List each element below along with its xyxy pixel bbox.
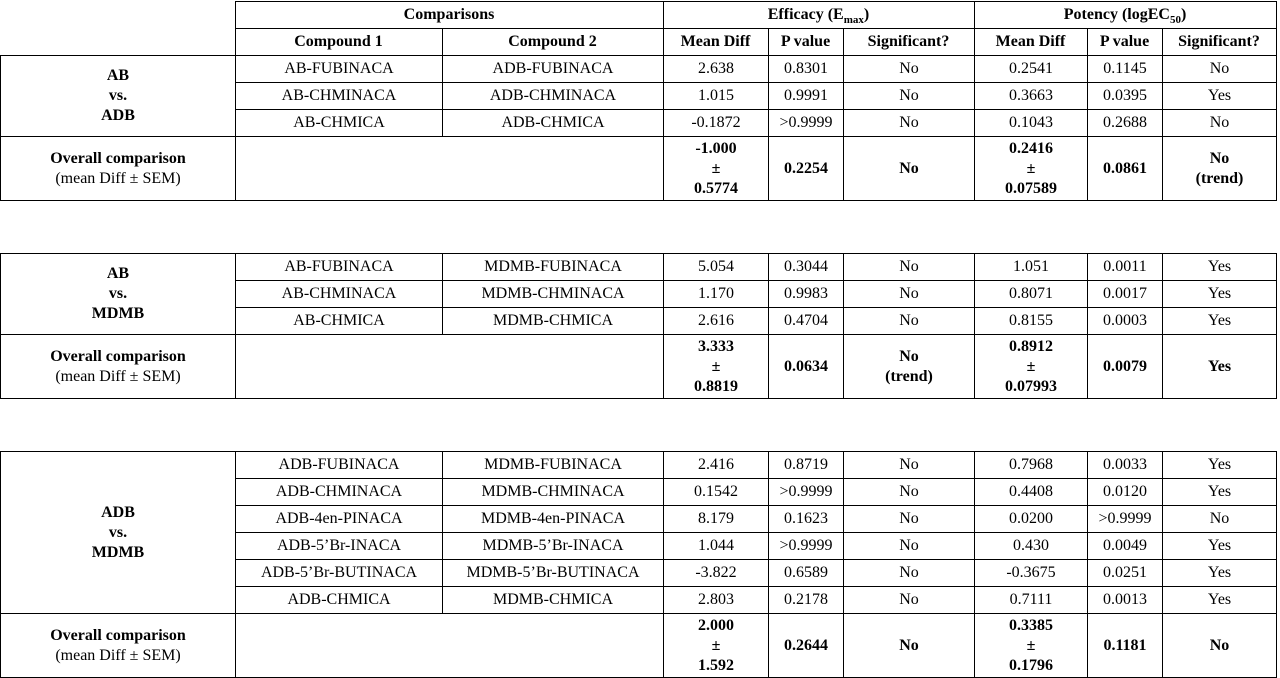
group-table (0, 55, 1277, 201)
header-pot-mean-diff: Mean Diff (974, 29, 1087, 56)
pot-significant-cell: No (1163, 506, 1277, 533)
overall-eff-mean-diff: 3.333 ± 0.8819 (664, 335, 769, 399)
eff-significant-cell: No (844, 560, 975, 587)
pot-mean-diff-cell: 0.2541 (975, 56, 1088, 83)
compound1-cell: ADB-FUBINACA (236, 452, 443, 479)
eff-significant-cell: No (844, 506, 975, 533)
eff-mean-diff-cell: 5.054 (664, 254, 769, 281)
eff-significant-cell: No (844, 56, 975, 83)
overall-pot-mean-diff: 0.8912 ± 0.07993 (975, 335, 1088, 399)
pot-p-value-cell: 0.0013 (1088, 587, 1163, 614)
pot-significant-cell: Yes (1163, 83, 1277, 110)
overall-eff-significant: No (844, 137, 975, 201)
eff-p-value-cell: 0.9983 (769, 281, 844, 308)
header-comparisons: Comparisons (235, 2, 663, 29)
eff-mean-diff-cell: 1.170 (664, 281, 769, 308)
compound2-cell: ADB-CHMINACA (443, 83, 664, 110)
overall-eff-significant: No (844, 614, 975, 678)
compound1-cell: AB-FUBINACA (236, 254, 443, 281)
overall-eff-mean-diff: -1.000 ± 0.5774 (664, 137, 769, 201)
header-compound1: Compound 1 (235, 29, 442, 56)
eff-significant-cell: No (844, 533, 975, 560)
pot-mean-diff-cell: 1.051 (975, 254, 1088, 281)
compound2-cell: ADB-FUBINACA (443, 56, 664, 83)
compound2-cell: MDMB-CHMINACA (443, 281, 664, 308)
pot-mean-diff-cell: 0.1043 (975, 110, 1088, 137)
group-label: ADB vs. MDMB (1, 452, 236, 614)
overall-row (1, 614, 1277, 678)
eff-significant-cell: No (844, 110, 975, 137)
pot-significant-cell: Yes (1163, 254, 1277, 281)
eff-significant-cell: No (844, 281, 975, 308)
compound1-cell: ADB-5’Br-INACA (236, 533, 443, 560)
group-label: AB vs. MDMB (1, 254, 236, 335)
compound2-cell: MDMB-FUBINACA (443, 254, 664, 281)
overall-pot-mean-diff: 0.3385 ± 0.1796 (975, 614, 1088, 678)
pot-p-value-cell: 0.0049 (1088, 533, 1163, 560)
overall-pot-p-value: 0.0079 (1088, 335, 1163, 399)
pot-p-value-cell: 0.2688 (1088, 110, 1163, 137)
eff-significant-cell: No (844, 308, 975, 335)
header-eff-p-value: P value (768, 29, 843, 56)
overall-pot-significant: No (trend) (1163, 137, 1277, 201)
table-row (1, 56, 1277, 83)
overall-empty-cell (236, 137, 664, 201)
pot-p-value-cell: 0.0120 (1088, 479, 1163, 506)
pot-mean-diff-cell: 0.8071 (975, 281, 1088, 308)
pot-mean-diff-cell: 0.0200 (975, 506, 1088, 533)
header-compound2: Compound 2 (442, 29, 663, 56)
overall-empty-cell (236, 614, 664, 678)
header-pot-p-value: P value (1087, 29, 1162, 56)
header-eff-significant: Significant? (843, 29, 974, 56)
pot-significant-cell: Yes (1163, 560, 1277, 587)
group-table (0, 253, 1277, 399)
eff-p-value-cell: 0.4704 (769, 308, 844, 335)
overall-pot-p-value: 0.0861 (1088, 137, 1163, 201)
pot-p-value-cell: 0.0017 (1088, 281, 1163, 308)
pot-significant-cell: Yes (1163, 452, 1277, 479)
overall-eff-p-value: 0.0634 (769, 335, 844, 399)
pot-p-value-cell: 0.0033 (1088, 452, 1163, 479)
pot-p-value-cell: >0.9999 (1088, 506, 1163, 533)
pot-mean-diff-cell: 0.8155 (975, 308, 1088, 335)
pot-mean-diff-cell: 0.4408 (975, 479, 1088, 506)
pot-significant-cell: Yes (1163, 479, 1277, 506)
pot-significant-cell: No (1163, 56, 1277, 83)
eff-mean-diff-cell: 0.1542 (664, 479, 769, 506)
eff-mean-diff-cell: 1.044 (664, 533, 769, 560)
eff-p-value-cell: 0.1623 (769, 506, 844, 533)
overall-row (1, 137, 1277, 201)
pot-significant-cell: Yes (1163, 281, 1277, 308)
header-potency: Potency (logEC$_{50}$) (974, 2, 1276, 29)
pot-mean-diff-cell: 0.7968 (975, 452, 1088, 479)
compound1-cell: AB-CHMINACA (236, 281, 443, 308)
overall-pot-significant: No (1163, 614, 1277, 678)
overall-pot-mean-diff: 0.2416 ± 0.07589 (975, 137, 1088, 201)
compound1-cell: ADB-5’Br-BUTINACA (236, 560, 443, 587)
pot-significant-cell: Yes (1163, 587, 1277, 614)
overall-eff-mean-diff: 2.000 ± 1.592 (664, 614, 769, 678)
eff-mean-diff-cell: 1.015 (664, 83, 769, 110)
overall-label: Overall comparison (mean Diff ± SEM) (1, 335, 236, 399)
header-pot-significant: Significant? (1162, 29, 1276, 56)
overall-eff-p-value: 0.2644 (769, 614, 844, 678)
eff-significant-cell: No (844, 254, 975, 281)
compound2-cell: MDMB-4en-PINACA (443, 506, 664, 533)
eff-mean-diff-cell: -0.1872 (664, 110, 769, 137)
compound2-cell: MDMB-CHMICA (443, 587, 664, 614)
compound1-cell: ADB-CHMINACA (236, 479, 443, 506)
compound2-cell: MDMB-5’Br-INACA (443, 533, 664, 560)
eff-p-value-cell: 0.3044 (769, 254, 844, 281)
compound1-cell: AB-CHMICA (236, 308, 443, 335)
eff-significant-cell: No (844, 83, 975, 110)
group-label: AB vs. ADB (1, 56, 236, 137)
pot-significant-cell: Yes (1163, 533, 1277, 560)
overall-row (1, 335, 1277, 399)
pot-p-value-cell: 0.0251 (1088, 560, 1163, 587)
pot-mean-diff-cell: 0.430 (975, 533, 1088, 560)
overall-eff-significant: No (trend) (844, 335, 975, 399)
eff-significant-cell: No (844, 479, 975, 506)
pot-p-value-cell: 0.0003 (1088, 308, 1163, 335)
compound1-cell: ADB-CHMICA (236, 587, 443, 614)
eff-p-value-cell: 0.2178 (769, 587, 844, 614)
overall-pot-significant: Yes (1163, 335, 1277, 399)
pot-p-value-cell: 0.0011 (1088, 254, 1163, 281)
eff-mean-diff-cell: 2.638 (664, 56, 769, 83)
header-eff-mean-diff: Mean Diff (663, 29, 768, 56)
overall-label: Overall comparison (mean Diff ± SEM) (1, 137, 236, 201)
pot-significant-cell: No (1163, 110, 1277, 137)
overall-pot-p-value: 0.1181 (1088, 614, 1163, 678)
eff-p-value-cell: 0.6589 (769, 560, 844, 587)
eff-mean-diff-cell: -3.822 (664, 560, 769, 587)
eff-mean-diff-cell: 2.416 (664, 452, 769, 479)
group-table (0, 451, 1277, 678)
compound1-cell: ADB-4en-PINACA (236, 506, 443, 533)
eff-p-value-cell: 0.9991 (769, 83, 844, 110)
pot-mean-diff-cell: -0.3675 (975, 560, 1088, 587)
header-efficacy: Efficacy $(E_{max})$ (663, 2, 974, 29)
pot-significant-cell: Yes (1163, 308, 1277, 335)
header-corner (0, 2, 235, 56)
pot-mean-diff-cell: 0.7111 (975, 587, 1088, 614)
eff-p-value-cell: 0.8719 (769, 452, 844, 479)
compound1-cell: AB-FUBINACA (236, 56, 443, 83)
compound2-cell: MDMB-FUBINACA (443, 452, 664, 479)
compound2-cell: MDMB-CHMICA (443, 308, 664, 335)
pot-p-value-cell: 0.0395 (1088, 83, 1163, 110)
compound2-cell: MDMB-5’Br-BUTINACA (443, 560, 664, 587)
pot-mean-diff-cell: 0.3663 (975, 83, 1088, 110)
compound2-cell: MDMB-CHMINACA (443, 479, 664, 506)
eff-significant-cell: No (844, 587, 975, 614)
overall-label: Overall comparison (mean Diff ± SEM) (1, 614, 236, 678)
compound1-cell: AB-CHMINACA (236, 83, 443, 110)
table-row (1, 254, 1277, 281)
table-row (1, 452, 1277, 479)
eff-mean-diff-cell: 2.616 (664, 308, 769, 335)
eff-p-value-cell: >0.9999 (769, 110, 844, 137)
eff-p-value-cell: 0.8301 (769, 56, 844, 83)
pot-p-value-cell: 0.1145 (1088, 56, 1163, 83)
eff-p-value-cell: >0.9999 (769, 479, 844, 506)
overall-empty-cell (236, 335, 664, 399)
eff-mean-diff-cell: 8.179 (664, 506, 769, 533)
compound2-cell: ADB-CHMICA (443, 110, 664, 137)
overall-eff-p-value: 0.2254 (769, 137, 844, 201)
eff-mean-diff-cell: 2.803 (664, 587, 769, 614)
eff-significant-cell: No (844, 452, 975, 479)
eff-p-value-cell: >0.9999 (769, 533, 844, 560)
header-table (0, 1, 1277, 56)
compound1-cell: AB-CHMICA (236, 110, 443, 137)
